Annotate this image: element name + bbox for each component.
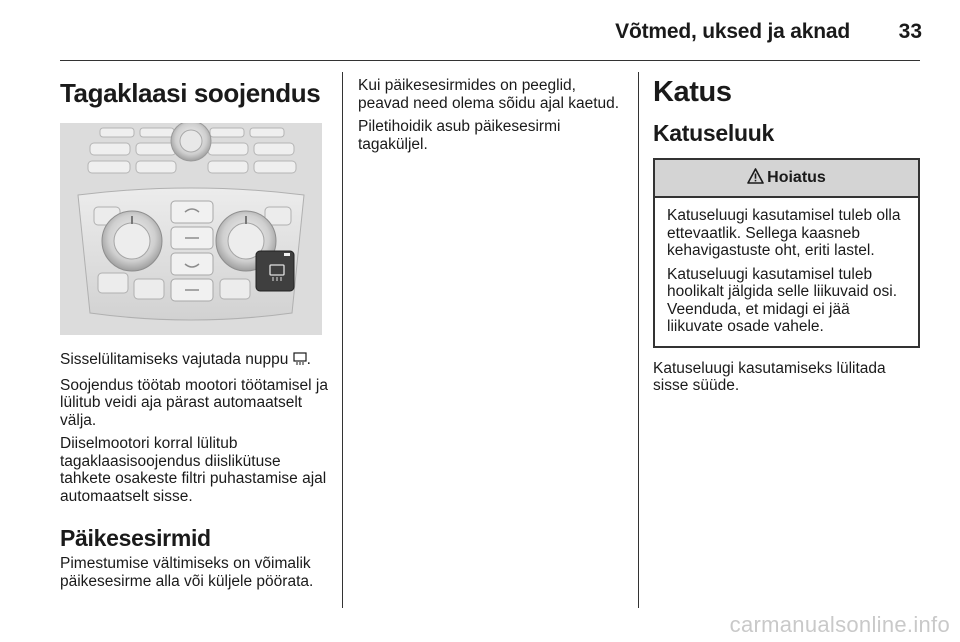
warning-box	[653, 158, 920, 348]
paragraph-vanity-mirrors: Kui päikesesirmides on peeglid, peavad need olema sõidu ajal kaetud.	[358, 77, 620, 112]
running-header-title: Võtmed, uksed ja aknad	[615, 20, 850, 43]
dashboard-climate-controls-photo	[60, 123, 322, 335]
header-rule	[60, 60, 920, 61]
warning-paragraph-caution: Katuseluugi kasutamisel tuleb olla ettevaatlik. Sellega kaasneb kehavigastuste oht, eriti lastel.	[667, 207, 901, 259]
column-2	[358, 77, 620, 159]
paragraph-activate-text: Sisselülitamiseks vajutada nuppu	[60, 351, 289, 368]
rear-window-heating-icon	[293, 352, 307, 371]
column-1	[60, 70, 328, 596]
section-heading-sunroof: Katuseluuk	[653, 120, 774, 146]
warning-paragraph-moving-parts: Katuseluugi kasutamisel tuleb hoolikalt jälgida selle liikuvaid osi. Veenduda, et midagi ei jää liikuvate osade vahele.	[667, 265, 898, 335]
paragraph-diesel-filter: Diiselmootori korral lülitub tagaklaasisoojendus diislikütuse tahkete osakeste filtri puhastamise ajal automaatselt sisse.	[60, 435, 327, 505]
warning-triangle-icon	[747, 168, 764, 189]
section-heading-roof: Katus	[653, 76, 732, 108]
column-divider-left	[342, 72, 343, 608]
paragraph-sun-visors: Pimestumise vältimiseks on võimalik päikesesirme alla või küljele pöörata.	[60, 555, 314, 590]
section-heading-rear-window-heating: Tagaklaasi soojendus	[60, 78, 321, 108]
warning-body	[655, 198, 918, 346]
paragraph-activate-end: .	[306, 351, 311, 368]
warning-title: Hoiatus	[767, 169, 826, 186]
column-3	[653, 70, 920, 401]
watermark: carmanualsonline.info	[729, 612, 950, 637]
section-heading-sun-visors: Päikesesirmid	[60, 525, 211, 551]
page-number: 33	[898, 20, 922, 43]
paragraph-heating-operation: Soojendus töötab mootori töötamisel ja lülitub veidi aja pärast automaatselt välja.	[60, 376, 328, 429]
column-divider-right	[638, 72, 639, 608]
warning-header	[655, 160, 918, 198]
climate-controls-illustration	[60, 123, 322, 335]
paragraph-ticket-holder: Piletihoidik asub päikesesirmi tagaküljel.	[358, 118, 561, 153]
paragraph-sunroof-ignition: Katuseluugi kasutamiseks lülitada sisse süüde.	[653, 359, 886, 394]
paragraph-activate-heating	[60, 351, 328, 371]
